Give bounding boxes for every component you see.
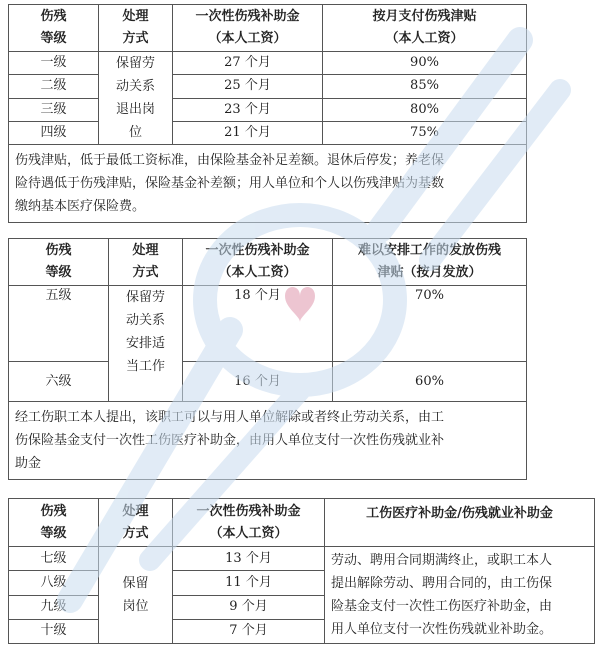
- grant-cell: 13 个月: [173, 547, 325, 571]
- table-row: [9, 547, 595, 571]
- table-row: [9, 121, 527, 144]
- grant-cell: 11 个月: [173, 571, 325, 595]
- level-cell: 一级: [9, 52, 99, 75]
- level-cell: 七级: [9, 547, 99, 571]
- handling-cell: 保留 岗位: [99, 547, 173, 644]
- level-cell: 九级: [9, 595, 99, 619]
- grant-cell: 7 个月: [173, 619, 325, 643]
- level-cell: 八级: [9, 571, 99, 595]
- grant-cell: 16 个月: [183, 362, 333, 402]
- header-level: 伤残 等级: [9, 239, 109, 286]
- header-monthly-allowance: 按月支付伤残津贴 （本人工资）: [323, 5, 527, 52]
- table-disability-7-10: [8, 498, 595, 644]
- header-level: 伤残 等级: [9, 499, 99, 547]
- level-cell: 五级: [9, 286, 109, 362]
- table-row: [9, 286, 527, 362]
- note-row: [9, 402, 527, 480]
- handling-cell: 保留劳 动关系 安排适 当工作: [109, 286, 183, 402]
- table-row: [9, 75, 527, 98]
- level-cell: 十级: [9, 619, 99, 643]
- level-cell: 六级: [9, 362, 109, 402]
- allowance-cell: 60%: [333, 362, 527, 402]
- grant-cell: 23 个月: [173, 98, 323, 121]
- table-header-row: [9, 5, 527, 52]
- header-lump-sum-grant: 一次性伤残补助金 （本人工资）: [173, 499, 325, 547]
- header-lump-sum-grant: 一次性伤残补助金 （本人工资）: [173, 5, 323, 52]
- description-cell: 劳动、聘用合同期满终止，或职工本人 提出解除劳动、聘用合同的，由工伤保 险基金支付一次性工伤医疗补助金，由 用人单位支付一次性伤残就业补助金。: [325, 547, 595, 644]
- note-row: [9, 145, 527, 223]
- allowance-cell: 80%: [323, 98, 527, 121]
- grant-cell: 18 个月: [183, 286, 333, 362]
- table-disability-5-6: [8, 238, 527, 480]
- note-cell: 伤残津贴，低于最低工资标准，由保险基金补足差额。退休后停发；养老保 险待遇低于伤残津贴，保险基金补差额；用人单位和个人以伤残津贴为基数 缴纳基本医疗保险费。: [9, 145, 527, 223]
- table-header-row: [9, 499, 595, 547]
- allowance-cell: 85%: [323, 75, 527, 98]
- table-header-row: [9, 239, 527, 286]
- note-cell: 经工伤职工本人提出，该职工可以与用人单位解除或者终止劳动关系，由工 伤保险基金支付一次性工伤医疗补助金，由用人单位支付一次性伤残就业补 助金: [9, 402, 527, 480]
- header-handling: 处理 方式: [99, 5, 173, 52]
- header-allowance: 难以安排工作的发放伤残 津贴（按月发放）: [333, 239, 527, 286]
- table-row: [9, 52, 527, 75]
- header-handling: 处理 方式: [109, 239, 183, 286]
- header-handling: 处理 方式: [99, 499, 173, 547]
- level-cell: 二级: [9, 75, 99, 98]
- header-level: 伤残 等级: [9, 5, 99, 52]
- header-lump-sum-grant: 一次性伤残补助金 （本人工资）: [183, 239, 333, 286]
- grant-cell: 27 个月: [173, 52, 323, 75]
- header-medical-employment-grant: 工伤医疗补助金/伤残就业补助金: [325, 499, 595, 547]
- table-row: [9, 98, 527, 121]
- level-cell: 三级: [9, 98, 99, 121]
- level-cell: 四级: [9, 121, 99, 144]
- allowance-cell: 75%: [323, 121, 527, 144]
- grant-cell: 9 个月: [173, 595, 325, 619]
- allowance-cell: 90%: [323, 52, 527, 75]
- handling-cell: 保留劳 动关系 退出岗 位: [99, 52, 173, 145]
- grant-cell: 25 个月: [173, 75, 323, 98]
- table-row: [9, 362, 527, 402]
- grant-cell: 21 个月: [173, 121, 323, 144]
- allowance-cell: 70%: [333, 286, 527, 362]
- table-disability-1-4: [8, 4, 527, 223]
